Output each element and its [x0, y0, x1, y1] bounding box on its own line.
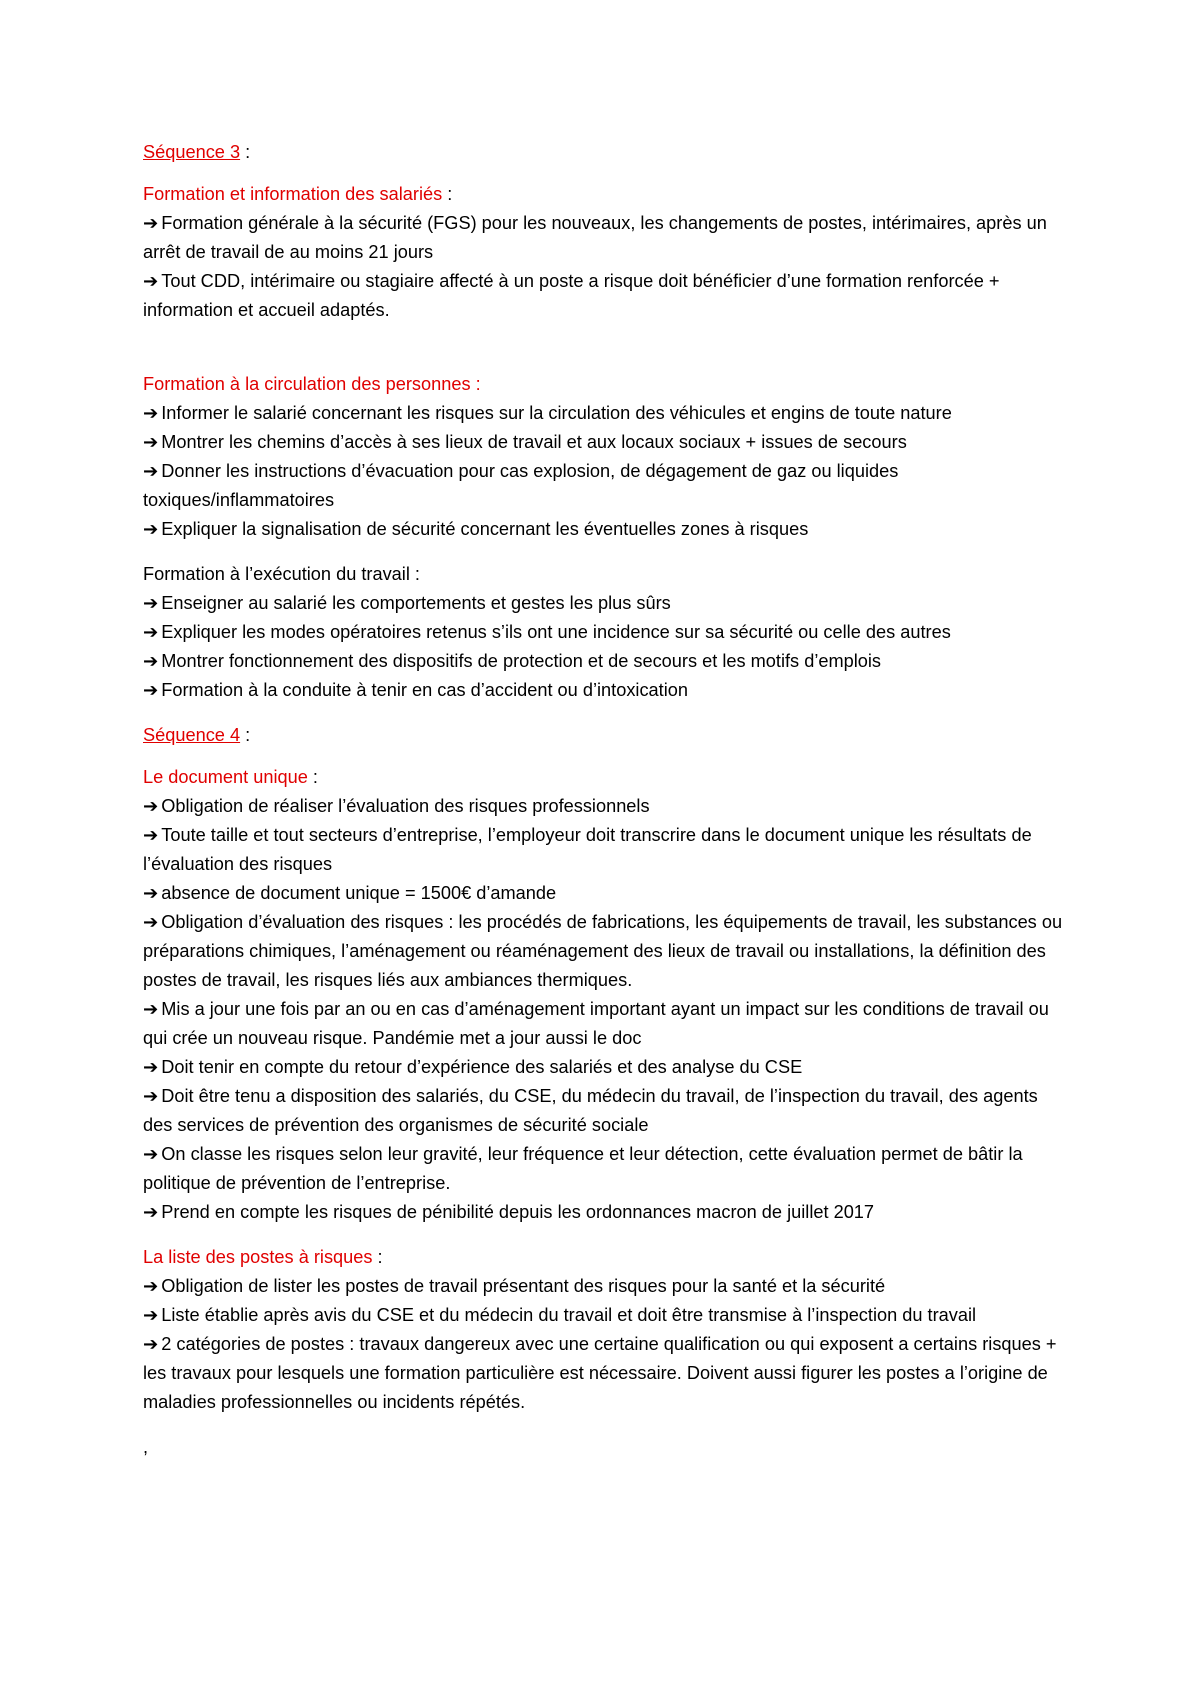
arrow-right-icon: ➔: [143, 1334, 159, 1354]
list-item: ➔ Formation générale à la sécurité (FGS) pour les nouveaux, les changements de postes, intérimaires, après un arrêt de travail de au moins 21 jours: [143, 213, 1047, 262]
sequence-4-label: Séquence 4: [143, 725, 241, 745]
arrow-right-icon: ➔: [143, 593, 159, 613]
section-formation-information-title: Formation et information des salariés: [143, 184, 443, 204]
list-item: ➔ Tout CDD, intérimaire ou stagiaire affecté à un poste a risque doit bénéficier d’une formation renforcée + information et accueil adaptés.: [143, 271, 1000, 320]
list-item: ➔ Donner les instructions d’évacuation pour cas explosion, de dégagement de gaz ou liquides toxiques/inflammatoires: [143, 461, 899, 510]
list-item: ➔ On classe les risques selon leur gravité, leur fréquence et leur détection, cette évaluation permet de bâtir la politique de prévention de l’entreprise.: [143, 1144, 1023, 1193]
arrow-right-icon: ➔: [143, 213, 159, 233]
arrow-right-icon: ➔: [143, 999, 159, 1019]
arrow-right-icon: ➔: [143, 461, 159, 481]
list-item: ➔ Montrer fonctionnement des dispositifs de protection et de secours et les motifs d’emplois: [143, 651, 882, 671]
section-formation-information-suffix: :: [442, 184, 453, 204]
list-item: ➔ Expliquer les modes opératoires retenus s’ils ont une incidence sur sa sécurité ou celle des autres: [143, 622, 951, 642]
section-postes-risques-title: La liste des postes à risques: [143, 1247, 373, 1267]
list-item: ➔ Obligation de réaliser l’évaluation des risques professionnels: [143, 796, 650, 816]
list-item: ➔ Obligation d’évaluation des risques : les procédés de fabrications, les équipements de travail, les substances ou préparations chimiques, l’aménagement ou réaménagement des lieux de travail ou installations, la définition des postes de travail, les risques liés aux ambiances thermiques.: [143, 912, 1063, 990]
list-item: ➔ 2 catégories de postes : travaux dangereux avec une certaine qualification ou qui exposent a certains risques + les travaux pour lesquels une formation particulière est nécessaire. Doivent aussi figurer les postes a l’origine de maladies professionnelles ou incidents répétés.: [143, 1334, 1057, 1412]
arrow-right-icon: ➔: [143, 1057, 159, 1077]
sequence-3-suffix: :: [240, 142, 251, 162]
arrow-right-icon: ➔: [143, 825, 159, 845]
arrow-right-icon: ➔: [143, 403, 159, 423]
list-item: ➔ Expliquer la signalisation de sécurité concernant les éventuelles zones à risques: [143, 519, 809, 539]
section-document-unique-heading: [143, 763, 1063, 792]
list-item: ➔ Montrer les chemins d’accès à ses lieux de travail et aux locaux sociaux + issues de secours: [143, 432, 907, 452]
list-item: ➔ Informer le salarié concernant les risques sur la circulation des véhicules et engins de toute nature: [143, 403, 952, 423]
sequence-3-label: Séquence 3: [143, 142, 241, 162]
arrow-right-icon: ➔: [143, 271, 159, 291]
trailing-comma: ,: [143, 1437, 149, 1457]
arrow-right-icon: ➔: [143, 680, 159, 700]
arrow-right-icon: ➔: [143, 651, 159, 671]
section-formation-information-heading: [143, 180, 1063, 209]
section-postes-risques-suffix: :: [372, 1247, 383, 1267]
section-circulation-heading: Formation à la circulation des personnes :: [143, 374, 481, 394]
arrow-right-icon: ➔: [143, 432, 159, 452]
list-item: ➔ Doit tenir en compte du retour d’expérience des salariés et des analyse du CSE: [143, 1057, 803, 1077]
arrow-right-icon: ➔: [143, 1086, 159, 1106]
sequence-4-suffix: :: [240, 725, 251, 745]
arrow-right-icon: ➔: [143, 1276, 159, 1296]
list-item: ➔ Doit être tenu a disposition des salariés, du CSE, du médecin du travail, de l’inspection du travail, des agents des services de prévention des organismes de sécurité sociale: [143, 1086, 1038, 1135]
arrow-right-icon: ➔: [143, 912, 159, 932]
arrow-right-icon: ➔: [143, 1305, 159, 1325]
arrow-right-icon: ➔: [143, 622, 159, 642]
list-item: ➔ Mis a jour une fois par an ou en cas d’aménagement important ayant un impact sur les conditions de travail ou qui crée un nouveau risque. Pandémie met a jour aussi le doc: [143, 999, 1049, 1048]
list-item: ➔ absence de document unique = 1500€ d’amande: [143, 883, 557, 903]
section-document-unique-suffix: :: [307, 767, 318, 787]
sequence-3-heading: [143, 138, 1063, 167]
list-item: ➔ Obligation de lister les postes de travail présentant des risques pour la santé et la sécurité: [143, 1276, 886, 1296]
list-item: ➔ Formation à la conduite à tenir en cas d’accident ou d’intoxication: [143, 680, 688, 700]
list-item: ➔ Prend en compte les risques de pénibilité depuis les ordonnances macron de juillet 2017: [143, 1202, 875, 1222]
section-postes-risques-heading: [143, 1243, 1063, 1272]
arrow-right-icon: ➔: [143, 1202, 159, 1222]
arrow-right-icon: ➔: [143, 883, 159, 903]
list-item: ➔ Toute taille et tout secteurs d’entreprise, l’employeur doit transcrire dans le document unique les résultats de l’évaluation des risques: [143, 825, 1032, 874]
arrow-right-icon: ➔: [143, 519, 159, 539]
section-execution-heading: Formation à l’exécution du travail :: [143, 564, 420, 584]
document-page: [143, 138, 1063, 1462]
list-item: ➔ Liste établie après avis du CSE et du médecin du travail et doit être transmise à l’inspection du travail: [143, 1305, 977, 1325]
arrow-right-icon: ➔: [143, 1144, 159, 1164]
section-document-unique-title: Le document unique: [143, 767, 308, 787]
list-item: ➔ Enseigner au salarié les comportements et gestes les plus sûrs: [143, 593, 671, 613]
sequence-4-heading: [143, 721, 1063, 750]
arrow-right-icon: ➔: [143, 796, 159, 816]
